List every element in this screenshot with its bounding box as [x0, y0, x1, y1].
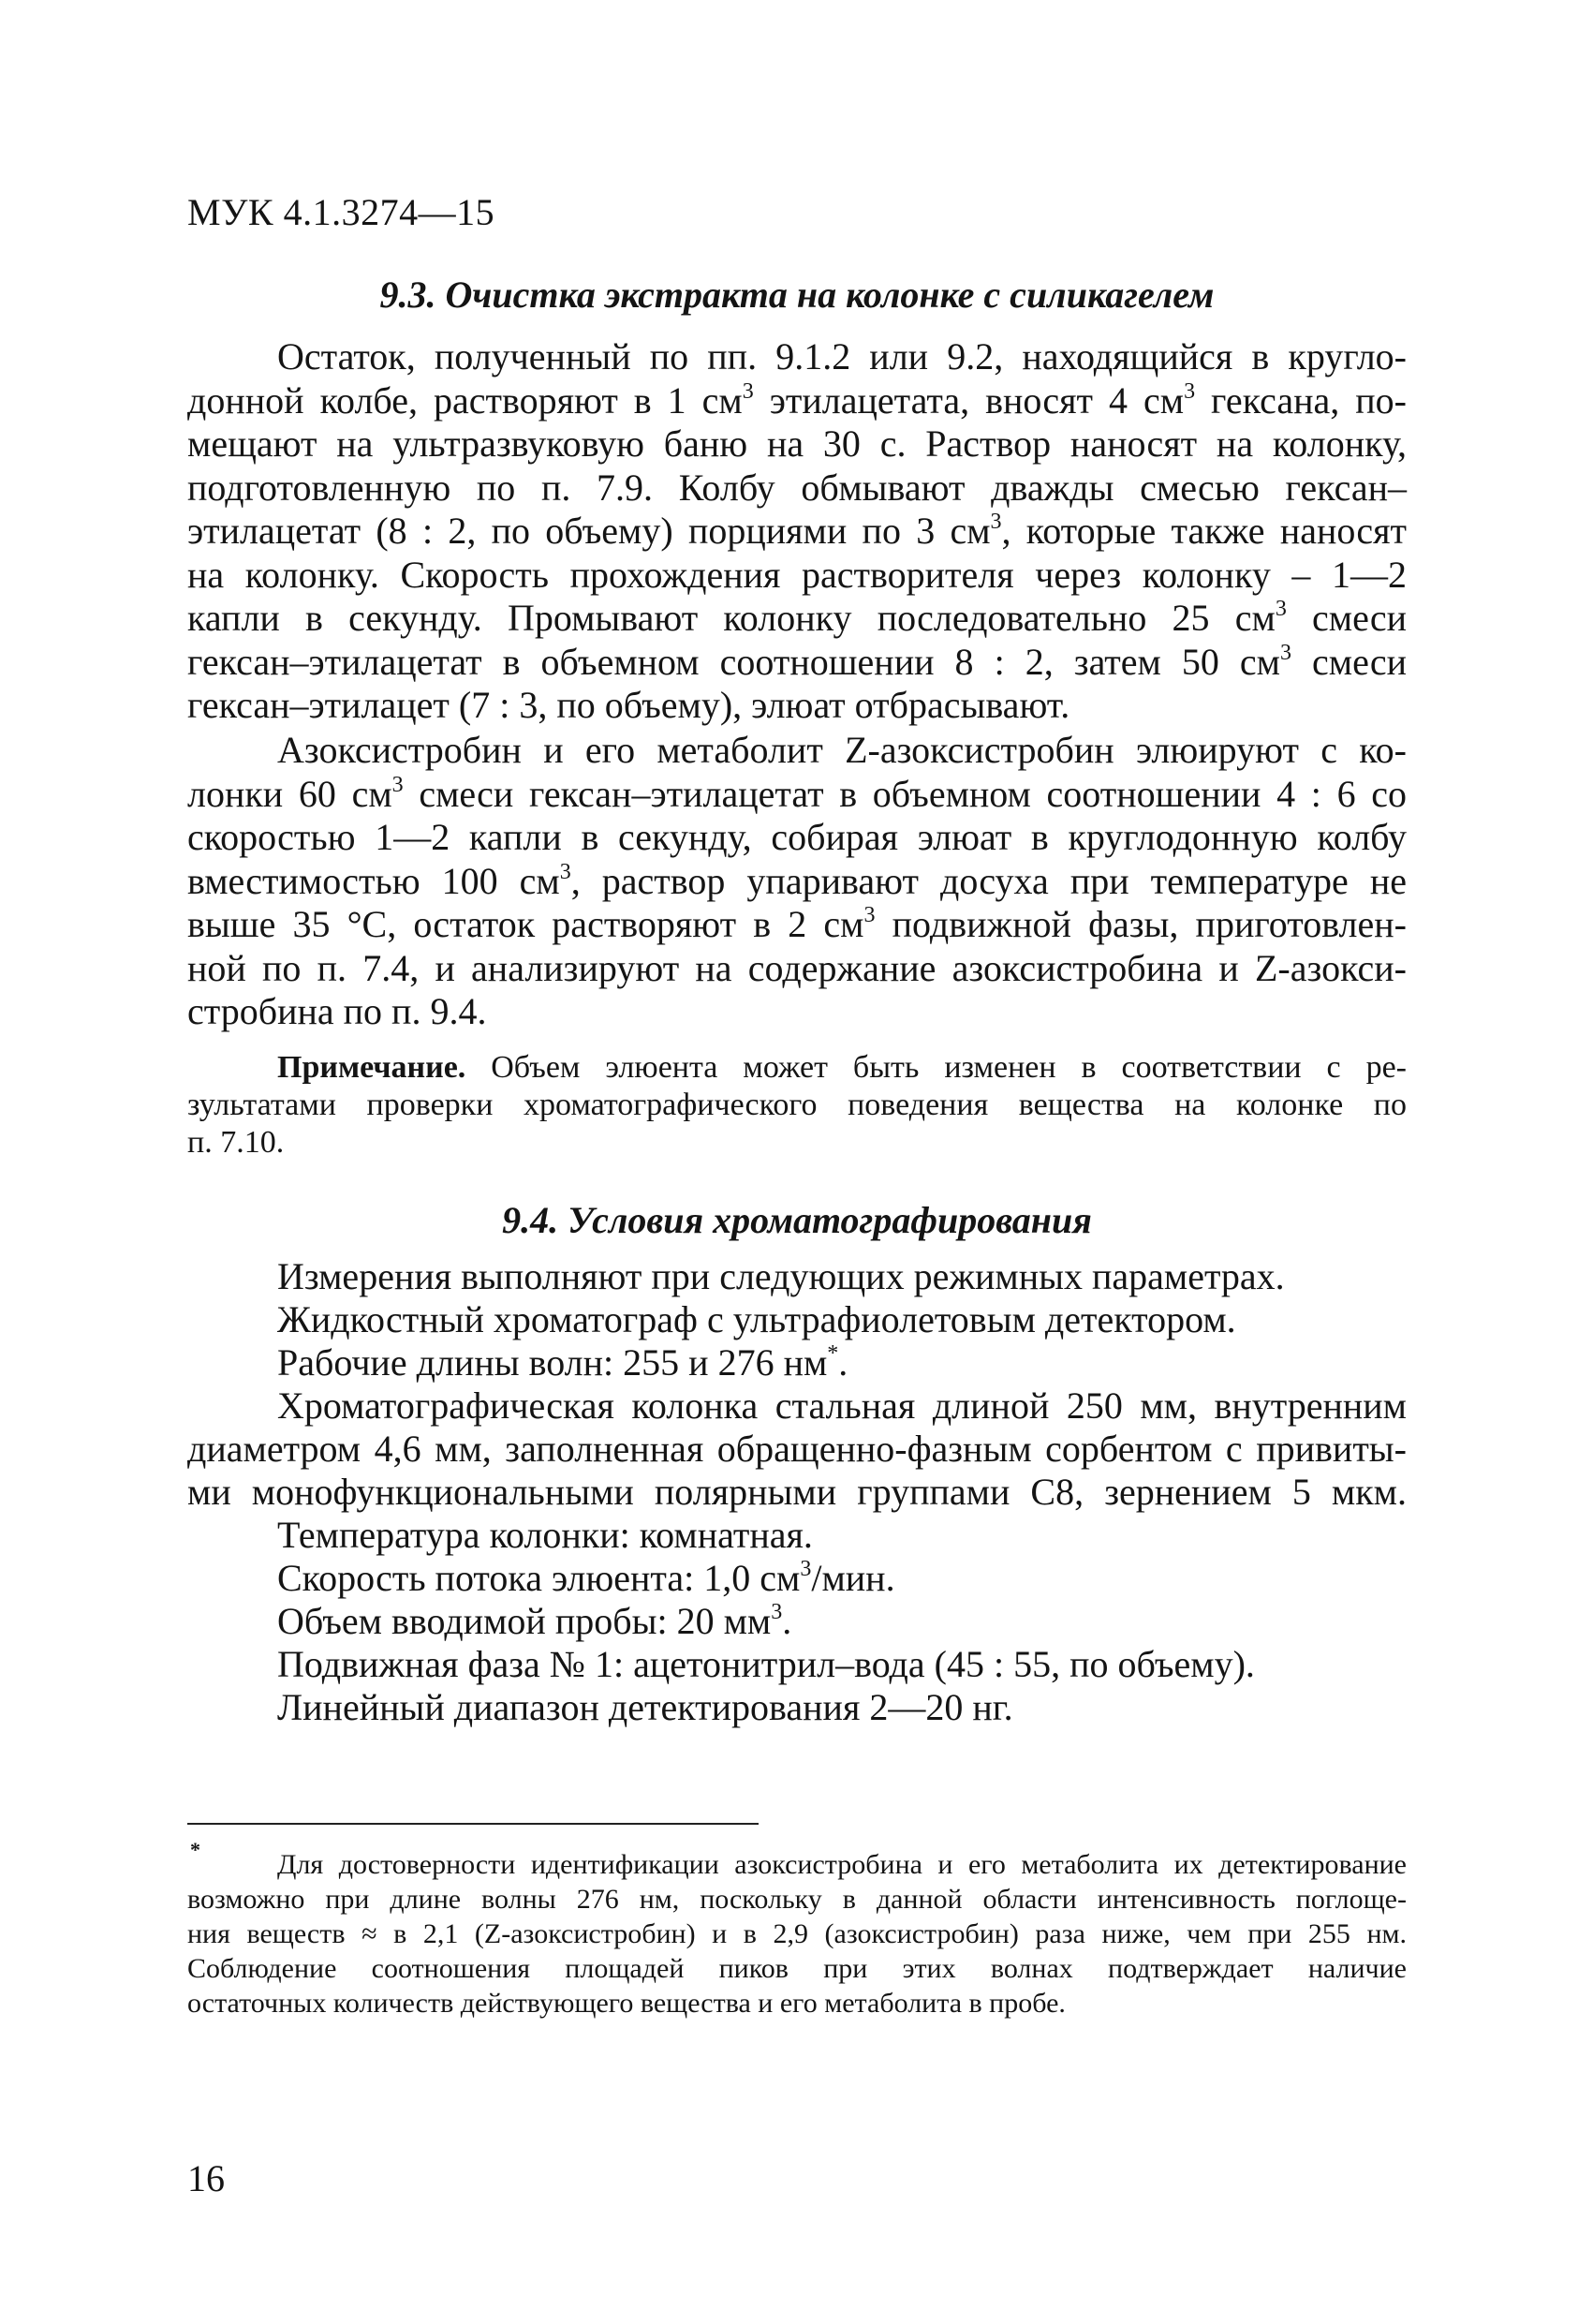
text-line: выше 35 °С, остаток растворяют в 2 $см^3$ подвижной фазы, приготовлен-	[187, 903, 1407, 945]
text-line: вместимостью 100 $см^3$, раствор упаривают досуха при температуре не	[187, 859, 1408, 902]
text-line: ми монофункциональными полярными группами С8, зернением 5 мкм.	[187, 1471, 1407, 1513]
text-line: гексан–этилацет (7 : 3, по объему), элюат отбрасывают.	[187, 684, 1070, 726]
text-line: диаметром 4,6 мм, заполненная обращенно-фазным сорбентом с привиты-	[187, 1428, 1407, 1470]
text-line: зультатами проверки хроматографического поведения вещества на колонке по	[187, 1088, 1407, 1122]
text-line: Хроматографическая колонка стальная длиной 250 мм, внутренним	[277, 1384, 1407, 1427]
note-block	[187, 1049, 1407, 1162]
text-line: Объем вводимой пробы: 20 $мм^3$.	[277, 1600, 792, 1642]
text-line: Примечание. Объем элюента может быть изменен в соответствии с ре-	[277, 1050, 1407, 1085]
note-label: Примечание.	[277, 1050, 466, 1085]
text-line: Азоксистробин и его метаболит Z-азоксистробин элюируют с ко-	[277, 729, 1407, 771]
section-9-4	[187, 1197, 1407, 1244]
page-number: 16	[187, 2157, 225, 2199]
text-line: ной по п. 7.4, и анализируют на содержание азоксистробина и Z-азокси-	[187, 946, 1407, 989]
text-line: этилацетат (8 : 2, по объему) порциями по 3 $см^3$, которые также наносят	[187, 510, 1408, 552]
text-line: ния веществ ≈ в 2,1 (Z-азоксистробин) и в 2,9 (азоксистробин) раза ниже, чем при 255 нм.	[187, 1918, 1407, 1949]
footnote-mark: *	[190, 1838, 200, 1861]
text-line: Рабочие длины волн: 255 и 276 нм*.	[277, 1341, 848, 1384]
text-line: стробина по п. 9.4.	[187, 990, 487, 1032]
text-line: гексан–этилацетат в объемном соотношении 8 : 2, затем 50 $см^3$ смеси	[187, 640, 1407, 683]
text-line: капли в секунду. Промывают колонку последовательно 25 $см^3$ смеси	[187, 597, 1407, 639]
text-line: мещают на ультразвуковую баню на 30 с. Раствор наносят на колонку,	[187, 422, 1407, 465]
text-line: Подвижная фаза № 1: ацетонитрил–вода (45 : 55, по объему).	[277, 1643, 1255, 1685]
text-line: Для достоверности идентификации азоксистробина и его метаболита их детектирование	[277, 1849, 1407, 1880]
section-9-4-body	[187, 1255, 1407, 1729]
text-line: Линейный диапазон детектирования 2—20 нг.	[277, 1686, 1013, 1728]
section-9-3	[187, 272, 1407, 318]
text-line: остаточных количеств действующего вещества и его метаболита в пробе.	[187, 1988, 1066, 2019]
text-line: Остаток, полученный по пп. 9.1.2 или 9.2, находящийся в кругло-	[277, 335, 1407, 377]
text-line: п. 7.10.	[187, 1125, 285, 1160]
text-line: лонки 60 $см^3$ смеси гексан–этилацетат в объемном соотношении 4 : 6 со	[187, 772, 1408, 815]
text-line: Температура колонки: комнатная.	[277, 1514, 813, 1556]
text-line: Измерения выполняют при следующих режимных параметрах.	[277, 1255, 1285, 1297]
text-line: скоростью 1—2 капли в секунду, собирая элюат в круглодонную колбу	[187, 816, 1407, 858]
section-9-4-heading: 9.4. Условия хроматографирования	[502, 1199, 1092, 1241]
document-code-header: МУК 4.1.3274—15	[187, 191, 495, 233]
text-line: Скорость потока элюента: 1,0 $см^3$/мин.	[277, 1557, 895, 1599]
section-9-3-paragraph-2	[187, 729, 1407, 1034]
text-line: на колонку. Скорость прохождения растворителя через колонку – 1—2	[187, 553, 1407, 596]
section-9-3-paragraph-1	[187, 335, 1407, 728]
text-line: донной колбе, растворяют в 1 $см^3$ этилацетата, вносят 4 $см^3$ гексана, по-	[187, 378, 1408, 422]
text-line: Жидкостный хроматограф с ультрафиолетовым детектором.	[277, 1298, 1236, 1340]
footnote-separator	[187, 1823, 759, 1825]
text-line: возможно при длине волны 276 нм, поскольку в данной области интенсивность поглоще-	[187, 1884, 1407, 1915]
footnote	[187, 1847, 1407, 2021]
text-line: подготовленную по п. 7.9. Колбу обмывают дважды смесью гексан–	[187, 466, 1407, 509]
text-line: Соблюдение соотношения площадей пиков при этих волнах подтверждает наличие	[187, 1953, 1407, 1984]
section-9-3-heading: 9.3. Очистка экстракта на колонке с силикагелем	[379, 274, 1215, 316]
